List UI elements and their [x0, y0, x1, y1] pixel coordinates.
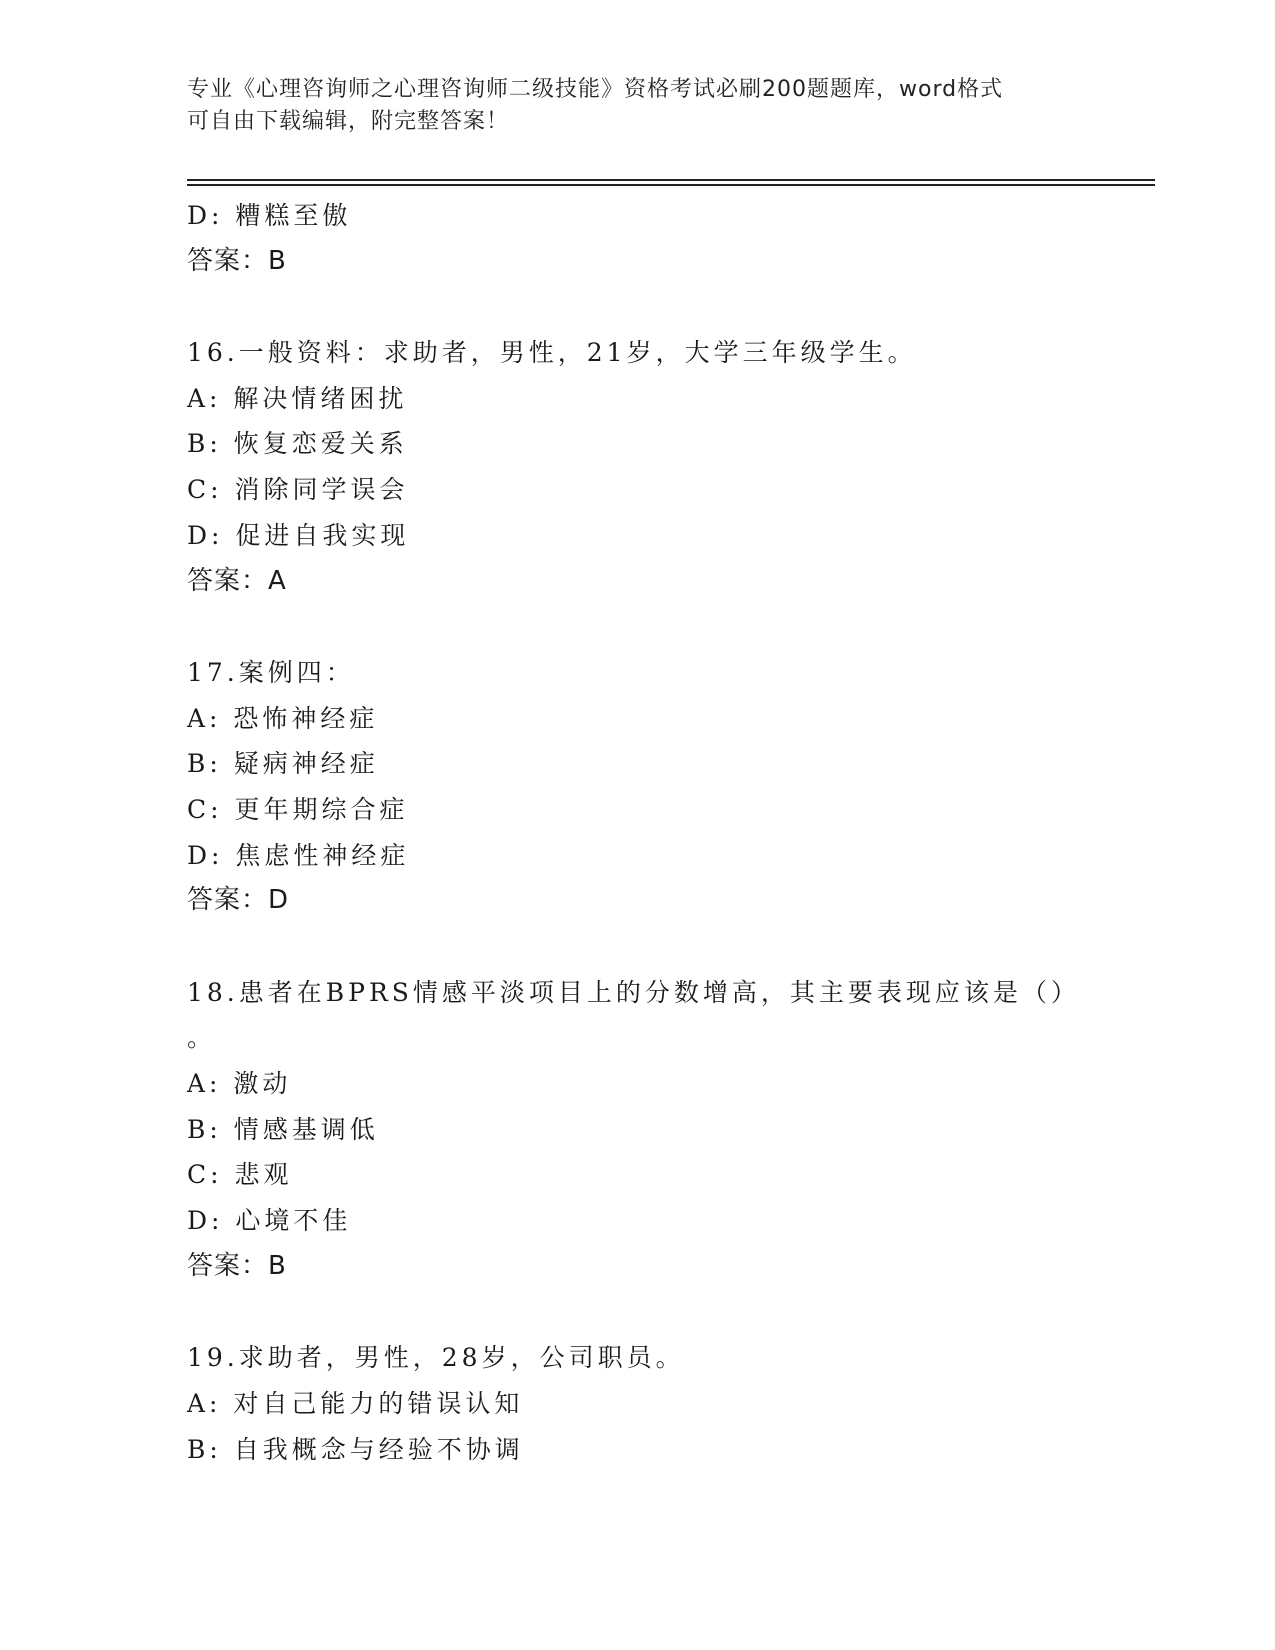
- question-17-option-b: B: 疑病神经症: [187, 749, 379, 779]
- prev-option-d: D: 糟糕至傲: [187, 201, 352, 230]
- question-17-option-c: C: 更年期综合症: [187, 794, 409, 824]
- question-16-option-b: B: 恢复恋爱关系: [187, 429, 408, 459]
- question-19-option-b: B: 自我概念与经验不协调: [187, 1434, 524, 1464]
- header-rule-bottom: [187, 184, 1155, 186]
- question-17-answer: 答案：D: [187, 885, 290, 916]
- question-16-stem: 16.一般资料：求助者，男性，21岁，大学三年级学生。: [187, 338, 917, 368]
- document-header: [187, 74, 1087, 138]
- question-18-stem-continuation: 。: [187, 1023, 217, 1053]
- header-line-2: 可自由下载编辑，附完整答案！: [187, 109, 510, 134]
- question-18-option-a: A: 激动: [187, 1069, 292, 1099]
- spacer: [187, 284, 1087, 330]
- spacer: [187, 604, 1087, 650]
- question-16-answer: 答案：A: [187, 565, 287, 596]
- question-18-option-b: B: 情感基调低: [187, 1114, 379, 1144]
- header-line-1: 专业《心理咨询师之心理咨询师二级技能》资格考试必刷200题题库，word格式: [187, 77, 1004, 102]
- question-17-option-d: D: 焦虑性神经症: [187, 840, 410, 870]
- spacer: [187, 1290, 1087, 1336]
- question-18-option-d: D: 心境不佳: [187, 1206, 352, 1236]
- question-18-stem: 18.患者在BPRS情感平淡项目上的分数增高，其主要表现应该是（）: [187, 977, 1080, 1007]
- question-18-option-c: C: 悲观: [187, 1160, 293, 1190]
- question-content: [187, 193, 1087, 1472]
- spacer: [187, 924, 1087, 970]
- prev-answer: 答案：B: [187, 245, 287, 276]
- question-18-answer: 答案：B: [187, 1250, 287, 1281]
- question-16-option-d: D: 促进自我实现: [187, 520, 410, 550]
- question-16-option-a: A: 解决情绪困扰: [187, 383, 408, 413]
- question-17-option-a: A: 恐怖神经症: [187, 703, 379, 733]
- question-17-stem: 17.案例四：: [187, 657, 355, 687]
- question-16-option-c: C: 消除同学误会: [187, 475, 409, 505]
- question-19-option-a: A: 对自己能力的错误认知: [187, 1388, 524, 1418]
- header-rule-top: [187, 179, 1155, 181]
- question-19-stem: 19.求助者，男性，28岁，公司职员。: [187, 1343, 685, 1373]
